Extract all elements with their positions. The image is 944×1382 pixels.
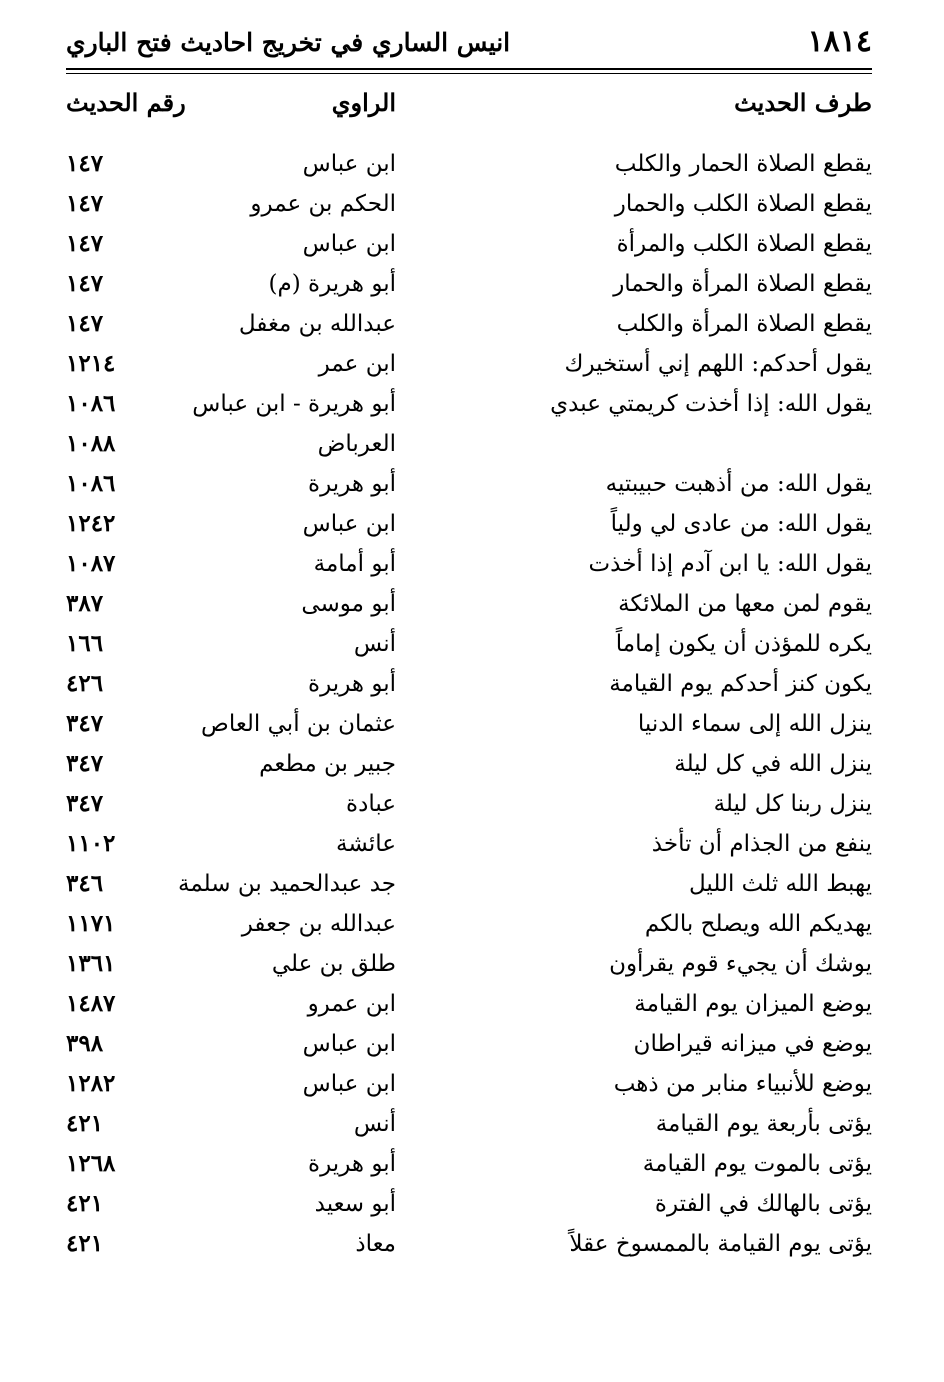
hadith-number: ٣٤٧ (66, 710, 104, 737)
table-row (66, 304, 872, 344)
narrator-name: أبو أمامة (313, 551, 396, 577)
hadith-text: يوشك أن يجيء قوم يقرأون (609, 951, 872, 977)
hadith-number: ١٢٤٢ (66, 510, 116, 537)
narrator-name: ابن عباس (302, 231, 396, 257)
hadith-number: ١٢٨٢ (66, 1070, 116, 1097)
table-row (66, 744, 872, 784)
narrator-name: ابن عمر (318, 351, 396, 377)
hadith-number: ١١٠٢ (66, 830, 116, 857)
hadith-text: ينزل الله إلى سماء الدنيا (637, 711, 872, 737)
running-head (66, 24, 872, 68)
hadith-number: ١٣٦١ (66, 950, 116, 977)
narrator-name: جبير بن مطعم (259, 751, 396, 777)
narrator-name: أبو سعيد (314, 1191, 396, 1217)
table-row (66, 1024, 872, 1064)
hadith-text: يهبط الله ثلث الليل (688, 871, 872, 897)
narrator-name: ابن عمرو (307, 991, 396, 1017)
narrator-name: أبو هريرة - ابن عباس (192, 391, 396, 417)
hadith-number: ١٢١٤ (66, 350, 116, 377)
narrator-name: الحكم بن عمرو (250, 191, 396, 217)
hadith-text: يؤتى بالهالك في الفترة (654, 1191, 872, 1217)
narrator-name: عبدالله بن جعفر (241, 911, 396, 937)
hadith-number: ٣٨٧ (66, 590, 104, 617)
hadith-number: ١٦٦ (66, 630, 104, 657)
index-table (66, 144, 872, 1264)
hadith-number: ١٢٦٨ (66, 1150, 116, 1177)
table-row (66, 1144, 872, 1184)
hadith-number: ٣٤٧ (66, 790, 104, 817)
narrator-name: ابن عباس (302, 511, 396, 537)
hadith-number: ١٠٨٦ (66, 470, 116, 497)
table-row (66, 184, 872, 224)
table-row (66, 1184, 872, 1224)
table-row (66, 944, 872, 984)
hadith-text: يوضع في ميزانه قيراطان (633, 1031, 872, 1057)
hadith-text: ينزل ربنا كل ليلة (713, 791, 872, 817)
hadith-text: يوضع الميزان يوم القيامة (634, 991, 872, 1017)
column-header-narrator: الراوي (331, 88, 396, 117)
narrator-name: جد عبدالحميد بن سلمة (178, 871, 396, 897)
hadith-text: يقطع الصلاة الكلب والحمار (614, 191, 872, 217)
narrator-name: أبو هريرة (308, 1151, 396, 1177)
hadith-number: ١٤٧ (66, 150, 104, 177)
narrator-name: عبادة (346, 791, 396, 817)
hadith-number: ١٤٧ (66, 310, 104, 337)
hadith-text: يقول أحدكم: اللهم إني أستخيرك (564, 351, 872, 377)
hadith-text: ينزل الله في كل ليلة (674, 751, 872, 777)
hadith-text: يقول الله: من أذهبت حبيبتيه (605, 471, 872, 497)
narrator-name: العرباض (317, 431, 396, 457)
hadith-text: يقول الله: يا ابن آدم إذا أخذت (588, 551, 872, 577)
narrator-name: ابن عباس (302, 1071, 396, 1097)
hadith-number: ٣٤٦ (66, 870, 104, 897)
hadith-text: يقطع الصلاة المرأة والحمار (613, 271, 872, 297)
narrator-name: ابن عباس (302, 1031, 396, 1057)
table-row (66, 464, 872, 504)
hadith-text: يكون كنز أحدكم يوم القيامة (609, 671, 872, 697)
hadith-text: يؤتى بالموت يوم القيامة (642, 1151, 872, 1177)
narrator-name: أبو هريرة (308, 671, 396, 697)
table-row (66, 1224, 872, 1264)
hadith-text: يكره للمؤذن أن يكون إماماً (615, 631, 872, 657)
hadith-number: ١٠٨٦ (66, 390, 116, 417)
hadith-number: ١٤٧ (66, 190, 104, 217)
narrator-name: أبو هريرة (م) (268, 271, 396, 297)
table-row (66, 1064, 872, 1104)
table-row (66, 424, 872, 464)
narrator-name: عائشة (336, 831, 396, 857)
hadith-text: يوضع للأنبياء منابر من ذهب (613, 1071, 872, 1097)
column-header-number: رقم الحديث (66, 88, 186, 117)
hadith-number: ٤٢١ (66, 1110, 104, 1137)
hadith-number: ١١٧١ (66, 910, 116, 937)
hadith-number: ١٤٧ (66, 230, 104, 257)
narrator-name: أنس (353, 1111, 396, 1137)
hadith-text: يؤتى يوم القيامة بالممسوخ عقلاً (569, 1231, 872, 1257)
narrator-name: عبدالله بن مغفل (238, 311, 396, 337)
table-row (66, 584, 872, 624)
table-row (66, 784, 872, 824)
hadith-number: ٤٢٦ (66, 670, 104, 697)
table-row (66, 544, 872, 584)
table-row (66, 664, 872, 704)
table-row (66, 1104, 872, 1144)
hadith-text: يؤتى بأربعة يوم القيامة (655, 1111, 872, 1137)
table-row (66, 384, 872, 424)
narrator-name: عثمان بن أبي العاص (201, 711, 396, 737)
hadith-number: ١٤٧ (66, 270, 104, 297)
narrator-name: طلق بن علي (271, 951, 396, 977)
narrator-name: أبو هريرة (308, 471, 396, 497)
table-row (66, 864, 872, 904)
hadith-text: يقول الله: إذا أخذت كريمتي عبدي (550, 391, 872, 417)
hadith-text: يقوم لمن معها من الملائكة (618, 591, 872, 617)
book-title: انيس الساري في تخريج احاديث فتح الباري (66, 28, 511, 57)
hadith-number: ٤٢١ (66, 1190, 104, 1217)
header-rule-thick (66, 68, 872, 70)
column-header-hadith: طرف الحديث (734, 88, 872, 117)
table-row (66, 144, 872, 184)
hadith-text: يقطع الصلاة المرأة والكلب (616, 311, 872, 337)
narrator-name: أنس (353, 631, 396, 657)
table-row (66, 704, 872, 744)
hadith-number: ٣٤٧ (66, 750, 104, 777)
hadith-number: ١٠٨٧ (66, 550, 116, 577)
hadith-text: ينفع من الجذام أن تأخذ (651, 831, 872, 857)
table-row (66, 904, 872, 944)
table-row (66, 504, 872, 544)
hadith-text: يقطع الصلاة الحمار والكلب (614, 151, 872, 177)
table-row (66, 624, 872, 664)
hadith-number: ٤٢١ (66, 1230, 104, 1257)
narrator-name: أبو موسى (301, 591, 396, 617)
hadith-text: يقطع الصلاة الكلب والمرأة (616, 231, 872, 257)
table-row (66, 824, 872, 864)
hadith-number: ١٤٨٧ (66, 990, 116, 1017)
hadith-number: ١٠٨٨ (66, 430, 116, 457)
page-number: ١٨١٤ (807, 24, 872, 59)
table-row (66, 984, 872, 1024)
table-row (66, 344, 872, 384)
narrator-name: معاذ (355, 1231, 396, 1257)
table-row (66, 264, 872, 304)
header-rule-thin (66, 73, 872, 74)
hadith-text: يقول الله: من عادى لي ولياً (610, 511, 872, 537)
narrator-name: ابن عباس (302, 151, 396, 177)
column-headers (66, 88, 872, 128)
hadith-text: يهديكم الله ويصلح بالكم (644, 911, 872, 937)
table-row (66, 224, 872, 264)
hadith-number: ٣٩٨ (66, 1030, 104, 1057)
